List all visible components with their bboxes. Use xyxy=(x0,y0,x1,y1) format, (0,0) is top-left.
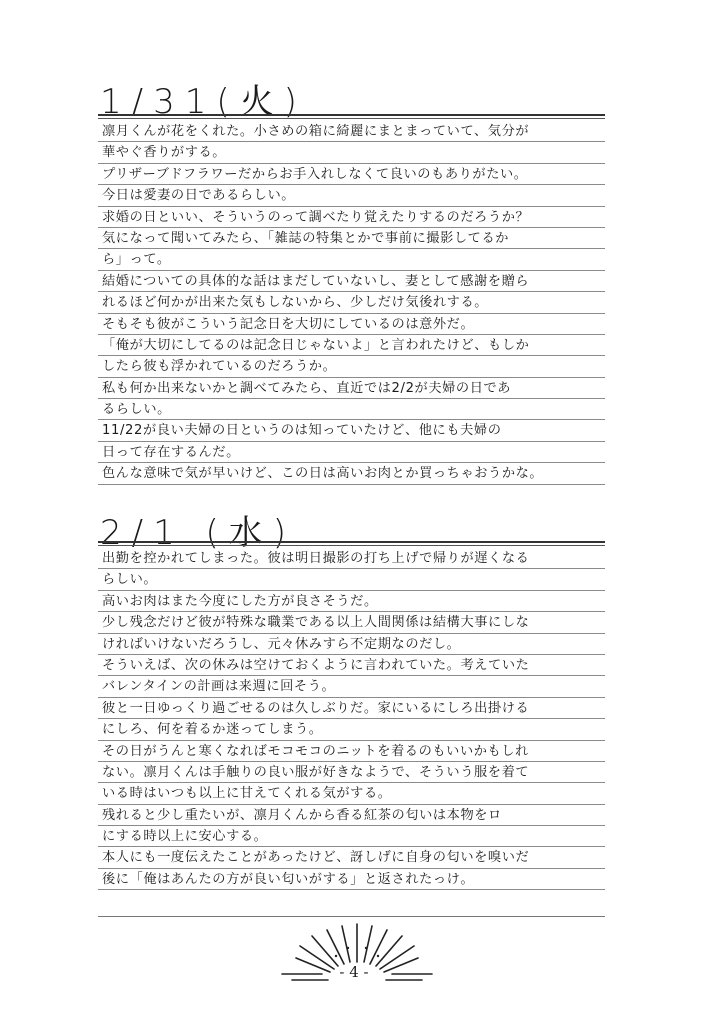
diary-line: 凛月くんが花をくれた。小さめの箱に綺麗にまとまっていて、気分が xyxy=(98,121,605,142)
diary-line: 彼と一日ゆっくり過ごせるのは久しぶりだ。家にいるにしろ出掛ける xyxy=(98,698,605,719)
diary-line: 出勤を控かれてしまった。彼は明日撮影の打ち上げで帰りが遅くなる xyxy=(98,548,605,569)
diary-line: 残れると少し重たいが、凛月くんから香る紅茶の匂いは本物をロ xyxy=(98,805,605,826)
header-rule-thin xyxy=(98,118,605,119)
diary-line: 11/22が良い夫婦の日というのは知っていたけど、他にも夫婦の xyxy=(98,420,605,441)
diary-line: 日って存在するんだ。 xyxy=(98,442,605,463)
page-number: - 4 - xyxy=(339,963,369,981)
diary-line: 気になって聞いてみたら、「雑誌の特集とかで事前に撮影してるか xyxy=(98,228,605,249)
diary-line: その日がうんと寒くなればモコモコのニットを着るのもいいかもしれ xyxy=(98,741,605,762)
header-rule-thin xyxy=(98,545,605,546)
entry-lines-2 xyxy=(98,548,605,890)
diary-line: るらしい。 xyxy=(98,399,605,420)
diary-line: にしろ、何を着るか迷ってしまう。 xyxy=(98,719,605,740)
diary-line: 私も何か出来ないかと調べてみたら、直近では2/2が夫婦の日であ xyxy=(98,378,605,399)
diary-line: 今日は愛妻の日であるらしい。 xyxy=(98,185,605,206)
header-rule xyxy=(98,541,605,543)
diary-line: 高いお肉はまた今度にした方が良さそうだ。 xyxy=(98,591,605,612)
diary-line: にする時以上に安心する。 xyxy=(98,826,605,847)
footer-rule xyxy=(98,916,605,917)
diary-line: 結婚についての具体的な話はまだしていないし、妻として感謝を贈ら xyxy=(98,271,605,292)
entry-date-1: 1/31(火) xyxy=(100,82,307,122)
diary-line: 後に「俺はあんたの方が良い匂いがする」と返されたっけ。 xyxy=(98,869,605,890)
diary-line: 本人にも一度伝えたことがあったけど、訝しげに自身の匂いを嗅いだ xyxy=(98,847,605,868)
diary-line: れるほど何かが出来た気もしないから、少しだけ気後れする。 xyxy=(98,292,605,313)
diary-line: そもそも彼がこういう記念日を大切にしているのは意外だ。 xyxy=(98,314,605,335)
diary-line: 「俺が大切にしてるのは記念日じゃないよ」と言われたけど、もしか xyxy=(98,335,605,356)
diary-line: ら」って。 xyxy=(98,249,605,270)
diary-line: らしい。 xyxy=(98,569,605,590)
diary-line: 求婚の日といい、そういうのって調べたり覚えたりするのだろうか？ xyxy=(98,207,605,228)
entry-lines-1 xyxy=(98,121,605,485)
diary-line: バレンタインの計画は来週に回そう。 xyxy=(98,676,605,697)
diary-line: 色んな意味で気が早いけど、この日は高いお肉とか買っちゃおうかな。 xyxy=(98,463,605,484)
diary-line: 華やぐ香りがする。 xyxy=(98,142,605,163)
diary-line: 少し残念だけど彼が特殊な職業である以上人間関係は結構大事にしな xyxy=(98,612,605,633)
diary-line: いる時はいつも以上に甘えてくれる気がする。 xyxy=(98,783,605,804)
header-rule xyxy=(98,114,605,116)
diary-line: ければいけないだろうし、元々休みすら不定期なのだし。 xyxy=(98,634,605,655)
diary-line: したら彼も浮かれているのだろうか。 xyxy=(98,356,605,377)
entry-date-2: 2/1 (水) xyxy=(100,513,297,553)
diary-line: そういえば、次の休みは空けておくように言われていた。考えていた xyxy=(98,655,605,676)
diary-line: プリザーブドフラワーだからお手入れしなくて良いのもありがたい。 xyxy=(98,164,605,185)
diary-line: ない。凛月くんは手触りの良い服が好きなようで、そういう服を着て xyxy=(98,762,605,783)
